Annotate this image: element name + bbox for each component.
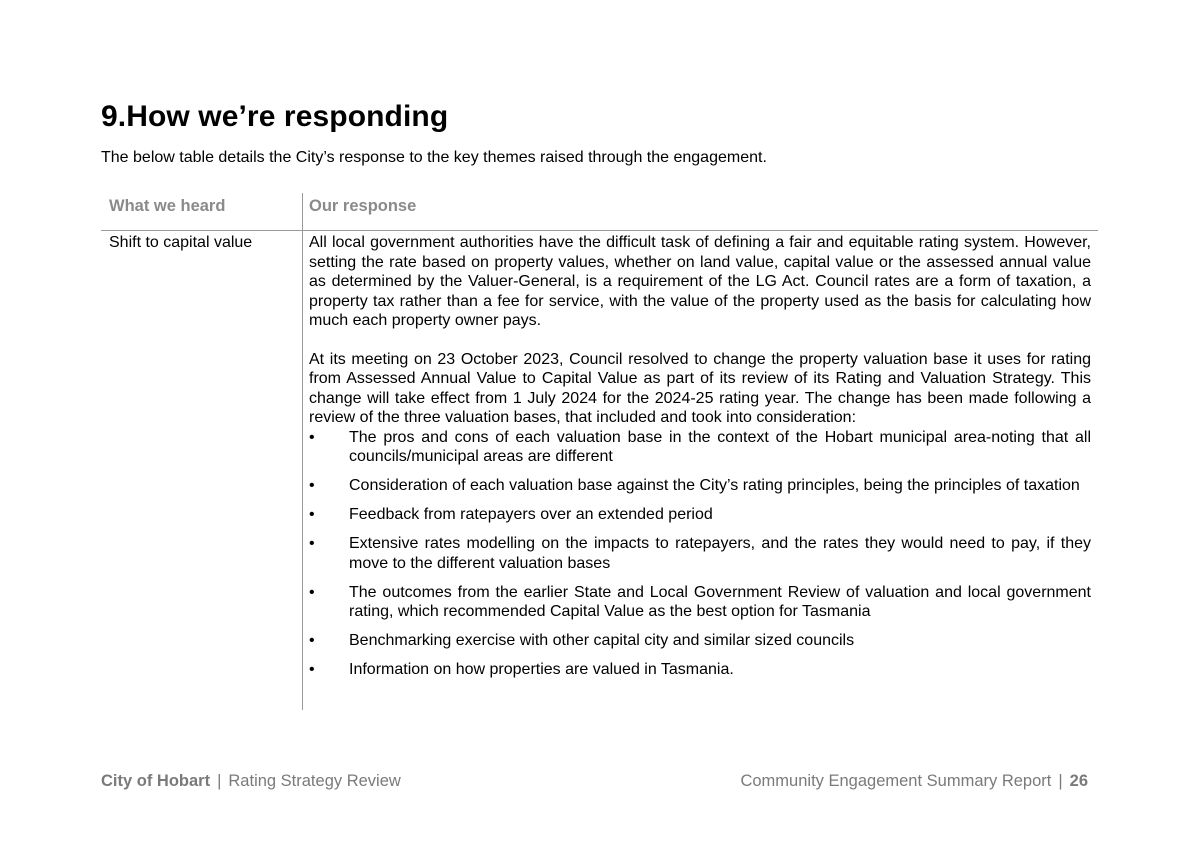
bullet-icon: • [309,535,315,552]
bullet-icon: • [309,477,315,494]
footer-separator: | [1058,772,1063,790]
consideration-list [309,428,1091,680]
list-item [309,660,1091,680]
response-paragraph: At its meeting on 23 October 2023, Council resolved to change the property valuation base it uses for rating from Assessed Annual Value to Capital Value as part of its review of its Rating and Valuation Strategy. This change will take effect from 1 July 2024 for the 2024-25 rating year. The change has been made following a review of the three valuation bases, that included and took into consideration: [309,350,1091,426]
list-item [309,476,1091,496]
footer-organisation: City of Hobart [101,772,211,790]
list-item-text: Extensive rates modelling on the impacts to ratepayers, and the rates they would need to pay, if they move to the different valuation bases [349,535,1091,572]
footer-separator: | [217,772,222,790]
bullet-icon: • [309,583,315,601]
footer-document-title: Rating Strategy Review [228,772,401,790]
footer-report-title: Community Engagement Summary Report [740,772,1052,790]
list-item [309,631,1091,651]
page-title: 9.How we’re responding [101,100,449,133]
list-item-text: The pros and cons of each valuation base in the context of the Hobart municipal area-noting that all councils/municipal areas are different [349,428,1091,465]
header-divider [101,230,1098,231]
list-item-text: The outcomes from the earlier State and Local Government Review of valuation and local government rating, which recommended Capital Value as the best option for Tasmania [349,583,1091,620]
list-item-text: Feedback from ratepayers over an extended period [349,506,713,523]
response-paragraph: All local government authorities have the difficult task of defining a fair and equitable rating system. However, setting the rate based on property values, whether on land value, capital value or the assessed annual value as determined by the Valuer-General, is a requirement of the LG Act. Council rates are a form of taxation, a property tax rather than a fee for service, with the value of the property used as the basis for calculating how much each property owner pays. [309,234,1091,329]
page-number: 26 [1069,772,1088,790]
column-header-our-response: Our response [309,197,417,215]
list-item-text: Information on how properties are valued in Tasmania. [349,661,734,678]
response-cell [309,233,1091,680]
footer-left [101,771,401,791]
list-item [309,583,1091,622]
intro-text: The below table details the City’s response to the key themes raised through the engagement. [101,149,767,166]
bullet-icon: • [309,506,315,523]
list-item [309,428,1091,467]
column-divider [302,193,303,710]
bullet-icon: • [309,428,315,446]
column-header-what-we-heard: What we heard [109,197,226,215]
list-item [309,534,1091,573]
list-item [309,505,1091,525]
list-item-text: Consideration of each valuation base against the City’s rating principles, being the principles of taxation [349,477,1080,494]
theme-cell: Shift to capital value [109,234,253,251]
list-item-text: Benchmarking exercise with other capital city and similar sized councils [349,632,855,649]
bullet-icon: • [309,661,315,678]
footer-right [740,771,1088,791]
bullet-icon: • [309,632,315,649]
